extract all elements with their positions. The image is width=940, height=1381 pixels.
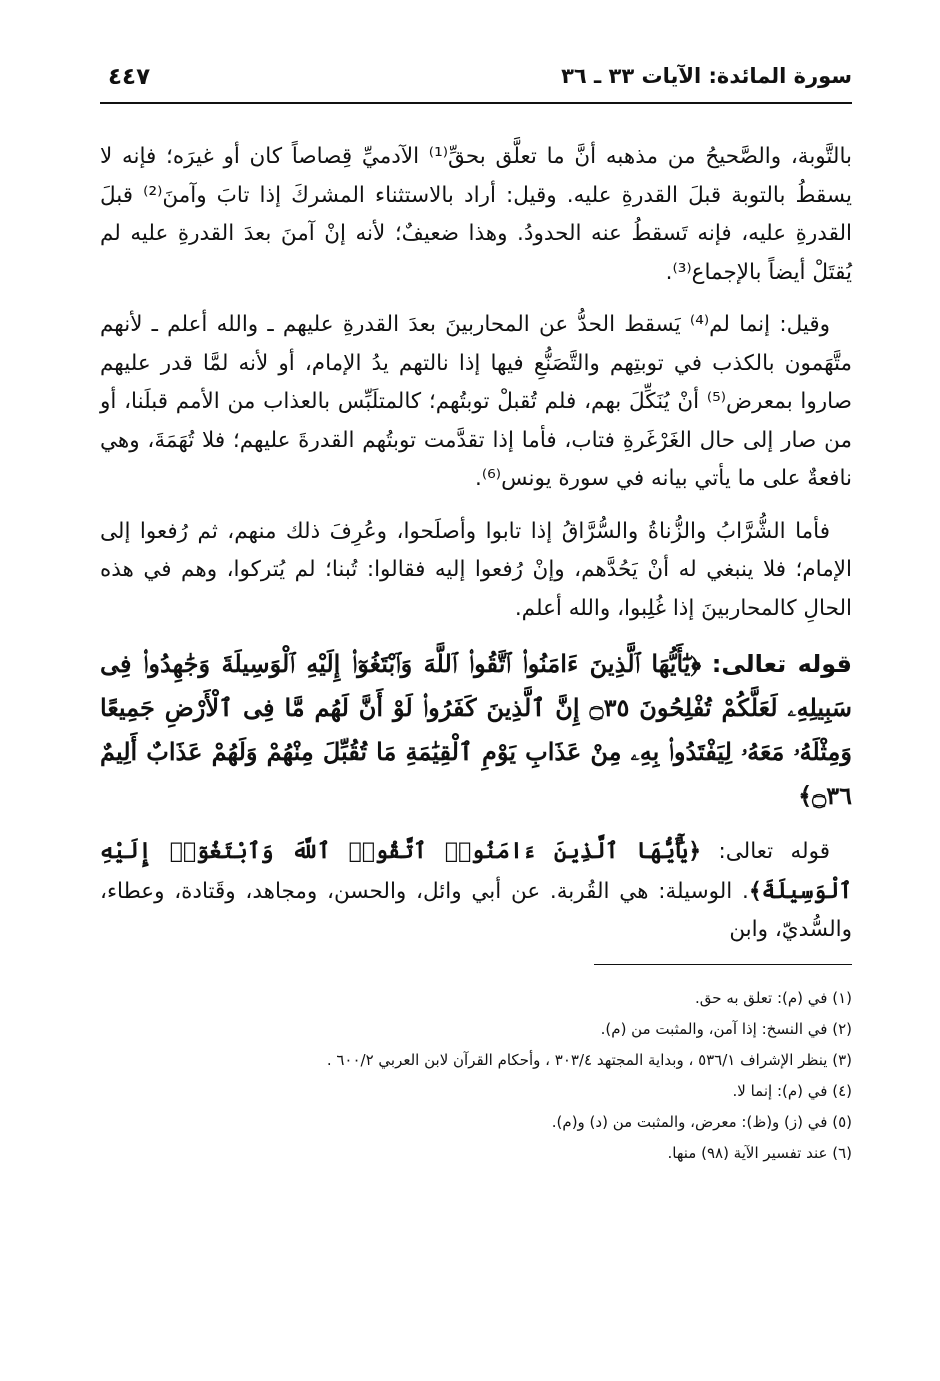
main-text	[100, 138, 852, 950]
footnote-3: (٣) ينظر الإشراف ٥٣٦/١ ، وبداية المجتهد ٣٠٣/٤ ، وأحكام القرآن لابن العربي ٦٠٠/٢ .	[326, 1050, 852, 1069]
paragraph-1: بالتَّوبة، والصَّحيحُ من مذهبه أنَّ ما تعلَّق بحقِّ⁽¹⁾ الآدميِّ قِصاصاً كان أو غيرَه؛ فإنه لا يسقطُ بالتوبة قبلَ القدرةِ عليه. وقيل: أراد بالاستثناء المشركَ إذا تابَ وآمنَ⁽²⁾ قبلَ القدرةِ عليه، فإنه تَسقطُ عنه الحدودُ. وهذا ضعيفٌ؛ لأنه إنْ آمنَ بعدَ القدرةِ عليه لم يُقتَلْ أيضاً بالإجماع⁽³⁾.	[100, 144, 852, 285]
paragraph-3: فأما الشُّرَّابُ والزُّناةُ والسُّرَّاقُ إذا تابوا وأصلَحوا، وعُرِفَ ذلك منهم، ثم رُفعوا إلى الإمام؛ فلا ينبغي له أنْ يَحُدَّهم، وإنْ رُفعوا إليه فقالوا: تُبنا؛ لم يُتركوا، وهم في هذه الحالِ كالمحاربينَ إذا غُلِبوا، والله أعلم.	[100, 518, 852, 621]
page-header	[100, 60, 852, 104]
footnote-4: (٤) في (م): إنما لا.	[732, 1081, 852, 1100]
footnote-5: (٥) في (ز) و(ظ): معرض، والمثبت من (د) و(م).	[551, 1112, 852, 1131]
quran-verse-block	[100, 642, 852, 818]
footnote-separator	[594, 964, 852, 965]
footnote-2: (٢) في النسخ: إذا آمن، والمثبت من (م).	[600, 1019, 852, 1038]
footnotes	[100, 983, 852, 1169]
verse-lead: قوله تعالى:	[711, 650, 852, 678]
footnote-1: (١) في (م): تعلق به حق.	[695, 988, 852, 1007]
paragraph-4-lead: قوله تعالى:	[701, 839, 830, 864]
verse-text: ﴿يَٰٓأَيُّهَا ٱلَّذِينَ ءَامَنُوا۟ ٱتَّقُوا۟ ٱللَّهَ وَٱبْتَغُوٓا۟ إِلَيْهِ ٱلْوَسِيلَةَ وَجَٰهِدُوا۟ فِى سَبِيلِهِۦ لَعَلَّكُمْ تُفْلِحُونَ ۝٣٥ إِنَّ ٱلَّذِينَ كَفَرُوا۟ لَوْ أَنَّ لَهُم مَّا فِى ٱلْأَرْضِ جَمِيعًا وَمِثْلَهُۥ مَعَهُۥ لِيَفْتَدُوا۟ بِهِۦ مِنْ عَذَابِ يَوْمِ ٱلْقِيَٰمَةِ مَا تُقُبِّلَ مِنْهُمْ وَلَهُمْ عَذَابٌ أَلِيمٌ ۝٣٦﴾	[100, 649, 853, 810]
paragraph-4	[100, 832, 852, 950]
book-page	[100, 60, 852, 1169]
footnote-6: (٦) عند تفسير الآية (٩٨) منها.	[667, 1143, 852, 1162]
inline-verse: ﴿يَٰٓأَيُّهَا ٱلَّذِينَ ءَامَنُوا۟ ٱتَّقُوا۟ ٱللَّهَ وَٱبْتَغُوٓا۟ إِلَيْهِ ٱلْوَسِيلَةَ﴾	[100, 838, 852, 904]
paragraph-4-rest: . الوسيلة: هي القُربة. عن أبي وائل، والحسن، ومجاهد، وقَتادة، وعطاء، والسُّديّ، وابن	[100, 878, 852, 942]
paragraph-2: وقيل: إنما لم⁽⁴⁾ يَسقط الحدُّ عن المحاربينَ بعدَ القدرةِ عليهم ـ والله أعلم ـ لأنهم متَّهَمون بالكذب في توبتِهم والتَّصَنُّعِ فيها إذا نالتهم يدُ الإمام، أو لأنه لمَّا قدر عليهم صاروا بمعرض⁽⁵⁾ أنْ يُنَكِّلَ بهم، فلم تُقبلْ توبتُهم؛ كالمتلَبِّس بالعذاب من الأمم قبلَنا، أو من صار إلى حال الغَرْغَرةِ فتاب، فأما إذا تقدَّمت توبتُهم القدرةَ عليهم؛ فلا تُهَمَةَ، وهي نافعةٌ على ما يأتي بيانه في سورة يونس⁽⁶⁾.	[100, 312, 852, 491]
running-title: سورة المائدة: الآيات ٣٣ ـ ٣٦	[561, 64, 852, 88]
page-number: ٤٤٧	[108, 64, 151, 90]
